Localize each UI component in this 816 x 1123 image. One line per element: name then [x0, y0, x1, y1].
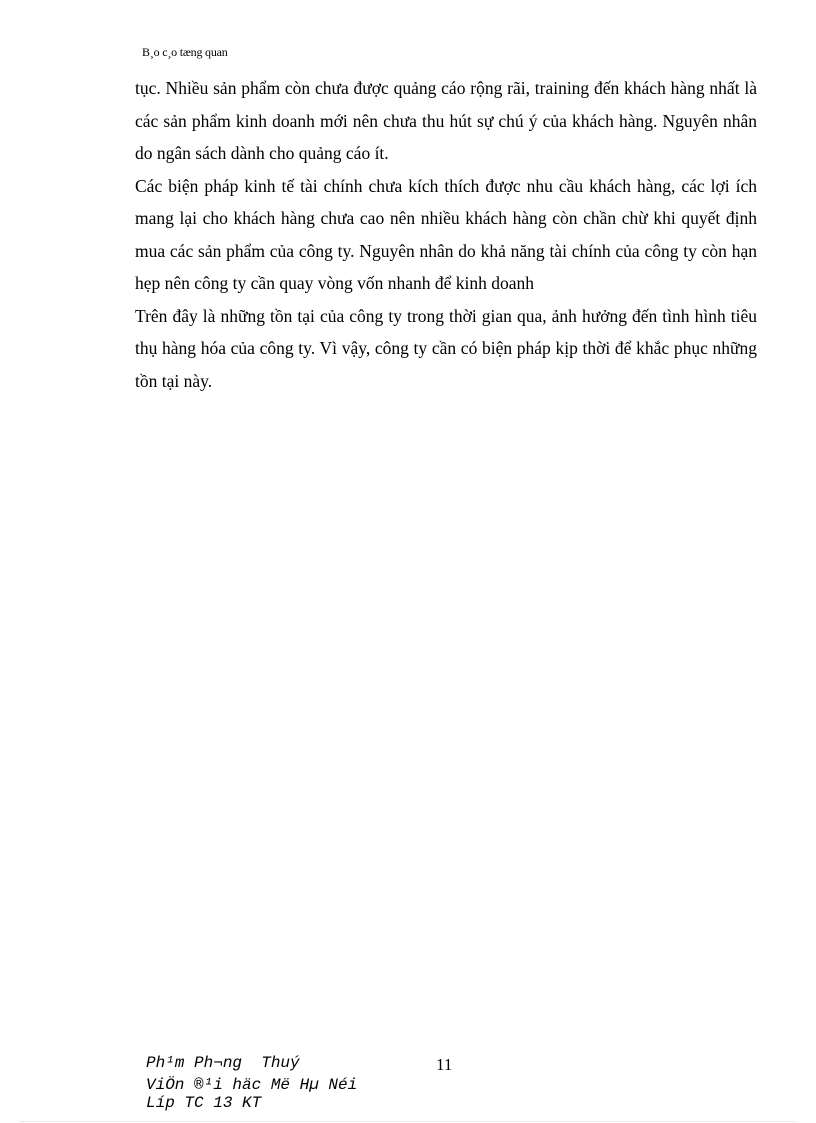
- paragraph-2: Các biện pháp kinh tế tài chính chưa kích thích được nhu cầu khách hàng, các lợi ích mang lại cho khách hàng chưa cao nên nhiều khách hàng còn chần chừ khi quyết định mua các sản phẩm của công ty. Nguyên nhân do khả năng tài chính của công ty còn hạn hẹp nên công ty cần quay vòng vốn nhanh để kinh doanh: [135, 175, 757, 293]
- footer-author: [146, 1052, 357, 1096]
- body-text: [135, 72, 757, 397]
- page-bottom-divider: [20, 1121, 796, 1122]
- paragraph-1: tục. Nhiều sản phẩm còn chưa được quảng cáo rộng rãi, training đến khách hàng nhất là các sản phẩm kinh doanh mới nên chưa thu hút sự chú ý của khách hàng. Nguyên nhân do ngân sách dành cho quảng cáo ít.: [135, 78, 757, 163]
- footer-class-line: Líp TC 13 KT: [146, 1094, 262, 1112]
- page-header: B¸o c¸o tæng quan: [142, 45, 228, 59]
- footer-author-name: Ph¹m Ph¬ng Thuý: [146, 1054, 300, 1072]
- footer-institution: ViÖn ®¹i häc Më Hµ Néi: [146, 1076, 358, 1094]
- paragraph-3: Trên đây là những tồn tại của công ty trong thời gian qua, ảnh hưởng đến tình hình tiêu thụ hàng hóa của công ty. Vì vậy, công ty cần có biện pháp kịp thời để khắc phục những tồn tại này.: [135, 305, 757, 391]
- page-number: 11: [436, 1055, 453, 1074]
